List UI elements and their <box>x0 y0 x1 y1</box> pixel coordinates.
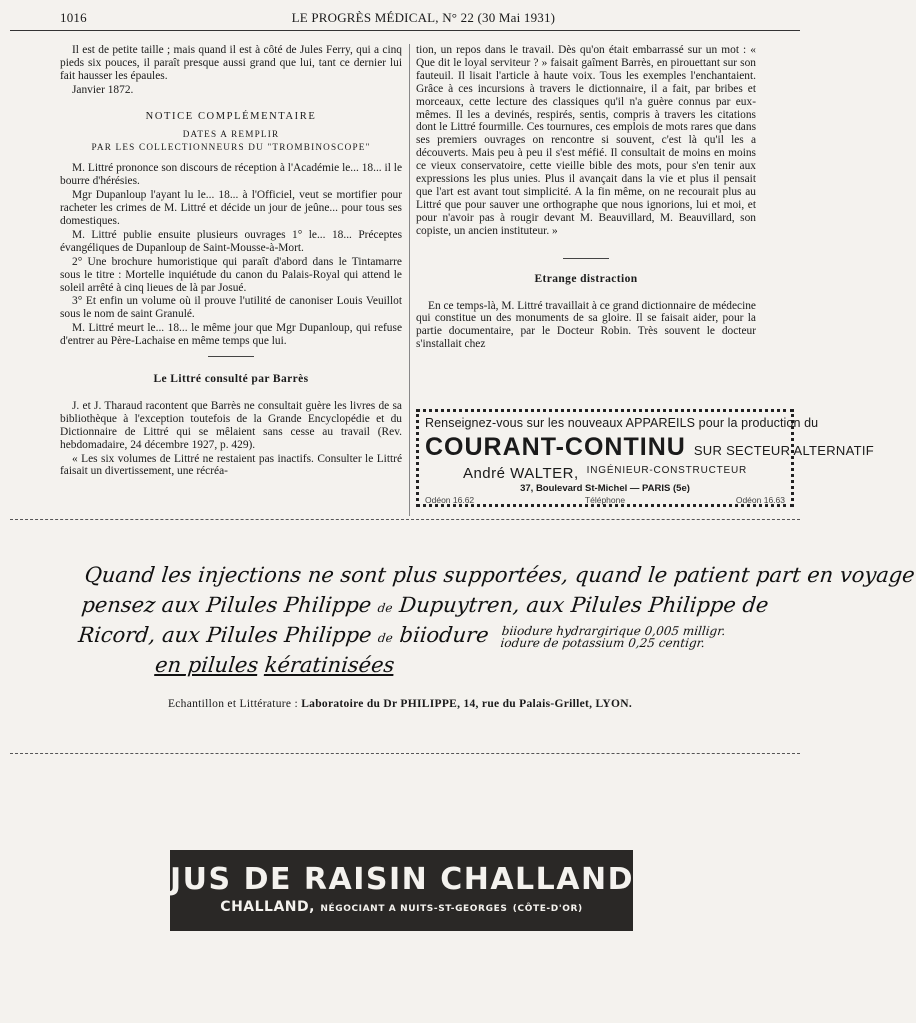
banner-headline: JUS DE RAISIN CHALLAND <box>170 862 635 897</box>
notice-paragraph: M. Littré meurt le... 18... le même jour que Mgr Dupanloup, qui refuse d'entrer au Père-Lachaise en même temps que lui. <box>60 322 402 348</box>
hw-text: en pilules <box>154 653 260 677</box>
banner-company: CHALLAND, <box>220 899 315 915</box>
section-divider <box>208 356 254 357</box>
ad-address: 37, Boulevard St-Michel — PARIS (5e) <box>520 483 690 494</box>
sample-literature-line <box>0 698 800 710</box>
section-divider <box>563 258 609 259</box>
notice-paragraph: M. Littré prononce son discours de réception à l'Académie le... 18... il le bourre d'hérésies. <box>60 162 402 188</box>
walter-advertisement <box>416 409 875 507</box>
notice-subtitle-1: DATES A REMPLIR <box>182 128 280 139</box>
column-separator <box>409 44 410 516</box>
laboratory-address: Laboratoire du Dr PHILIPPE, 14, rue du Palais-Grillet, LYON. <box>301 698 633 710</box>
hw-text: de <box>376 601 394 615</box>
notice-title: NOTICE COMPLÉMENTAIRE <box>145 110 317 122</box>
hw-product: Pilules Philippe <box>569 593 738 617</box>
handwritten-line-3 <box>77 620 740 650</box>
left-column <box>60 44 402 479</box>
hw-text: de <box>741 593 770 617</box>
banner-region: (CÔTE-D'OR) <box>512 904 583 914</box>
formula-line-1: biiodure hydrargirique 0,005 milligr. <box>501 623 727 638</box>
hw-text: kératinisées <box>263 653 396 677</box>
hw-product: Pilules Philippe <box>205 623 373 647</box>
notice-paragraph: Mgr Dupanloup l'ayant lu le... 18... à l'Officiel, veut se mortifier pour racheter les crimes de M. Littré et décide un jour de jeûne... pour tous ses domestiques. <box>60 189 402 227</box>
handwritten-line-1: Quand les injections ne sont plus supportées, quand le patient part en voyage <box>83 563 916 587</box>
ad-separator-bottom <box>10 753 800 754</box>
page-number: 1016 <box>60 10 87 25</box>
section-title-barres: Le Littré consulté par Barrès <box>153 373 309 386</box>
notice-paragraph: 2° Une brochure humoristique qui paraît d'abord dans le Tintamarre sous le titre : Mortelle inquiétude du canon du Palais-Royal qui attend le soleil arrêté à cinq lieues de là par Josué. <box>60 255 402 294</box>
hw-text: Ricord, <box>77 623 157 647</box>
page-header <box>60 10 760 26</box>
ad-headline: COURANT-CONTINU <box>425 433 686 461</box>
notice-paragraph: 3° Et enfin un volume où il prouve l'utilité de canoniser Louis Veuillot sous le nom de saint Granulé. <box>60 295 402 321</box>
section-title-distraction: Etrange distraction <box>534 272 638 285</box>
running-title: LE PROGRÈS MÉDICAL, N° 22 (30 Mai 1931) <box>291 10 556 25</box>
ad-phone-right: Odéon 16.63 <box>735 495 785 505</box>
handwritten-advertisement <box>74 560 916 680</box>
header-rule <box>10 30 800 31</box>
hw-text: aux <box>525 593 566 617</box>
right-column <box>416 44 756 352</box>
section-paragraph: En ce temps-là, M. Littré travaillait à ce grand dictionnaire de médecine qui constitue un des monuments de sa gloire. Il se faisait aider, pour la partie documentaire, par le Docteur Robin. Très souvent le docteur s'installait chez <box>416 299 756 351</box>
hw-text: de <box>377 631 394 645</box>
hw-text: Dupuytren, <box>398 593 522 617</box>
handwritten-line-2 <box>80 590 770 620</box>
ad-phone-left: Odéon 16.62 <box>425 495 475 505</box>
hw-text: pensez aux <box>80 593 202 617</box>
section-paragraph: « Les six volumes de Littré ne restaient pas inactifs. Consulter le Littré faisait un divertissement, une récréa- <box>60 452 402 478</box>
ad-phone-label: Téléphone <box>584 495 626 505</box>
ad-intro-line: Renseignez-vous sur les nouveaux APPAREILS pour la production du <box>425 416 819 430</box>
handwritten-line-4 <box>154 650 737 680</box>
formula-line-2: iodure de potassium 0,25 centigr. <box>499 635 706 650</box>
continuation-paragraph: tion, un repos dans le travail. Dès qu'on était embarrassé sur un mot : « Que dit le loyal serviteur ? » faisait gaîment Barrès, en pirouettant sur son fauteuil. Il lisait l'article à haute voix. Tous les exemples l'enchantaient. Grâce à ces incursions à travers le dictionnaire, il a fait, par bribes et morceaux, cette lecture des classiques qu'il n'a guère connus par eux-mêmes. Il les a devinés, respirés, sentis, compris à travers les citations dont le Littré fourmille. Ces tournures, ces emplois de mots rares que dans ses premiers ouvrages on rencontre si souvent, c'est là qu'il les a découverts. Mais peu à peu il s'est méfié. Il consultait de moins en moins ce vieux conservatoire, cette vieille bible des mots, pour s'en tenir aux expressions les plus unies. Plus il avançait dans la vie et plus il pensait que l'art est avant tout simplicité. A la fin même, on ne recourait plus au Littré que pour sauver une orthographe que nous ignorions, lui et moi, et pour n'avoir pas à rougir devant M. Beauvillard, M. Beauvillard, son copiste, un ancien instituteur. » <box>416 44 756 237</box>
intro-paragraph: Il est de petite taille ; mais quand il est à côté de Jules Ferry, qui a cinq pieds six pouces, il paraît presque aussi grand que lui, tant ce dernier lui fait hausser les épaules. <box>60 44 402 82</box>
ad-subheadline: SUR SECTEUR ALTERNATIF <box>693 443 875 458</box>
challand-banner <box>170 850 633 931</box>
section-paragraph: J. et J. Tharaud racontent que Barrès ne consultait guère les livres de sa bibliothèque à l'exception toutefois de la Grande Encyclopédie et du Dictionnaire de Littré qui se mêlaient sans cesse au travail (Rev. hebdomadaire, 24 décembre 1927, p. 429). <box>60 399 402 451</box>
notice-subtitle-2: PAR LES COLLECTIONNEURS DU "TROMBINOSCOPE" <box>91 142 371 153</box>
ad-company-role: INGÉNIEUR-CONSTRUCTEUR <box>586 465 748 476</box>
notice-paragraph: M. Littré publie ensuite plusieurs ouvrages 1° le... 18... Préceptes évangéliques de Dupanloup de Saint-Mousse-à-Mort. <box>60 228 402 254</box>
banner-description: NÉGOCIANT A NUITS-ST-GEORGES <box>320 904 508 914</box>
date-line: Janvier 1872. <box>72 83 134 96</box>
hw-product: Pilules Philippe <box>205 593 373 617</box>
sample-prefix: Echantillon et Littérature : <box>167 698 298 710</box>
ad-separator-top <box>10 519 800 520</box>
banner-subline <box>170 899 633 915</box>
hw-text: aux <box>160 623 202 647</box>
hw-text: biiodure <box>398 623 490 647</box>
ad-company-name: André WALTER, <box>462 465 579 482</box>
